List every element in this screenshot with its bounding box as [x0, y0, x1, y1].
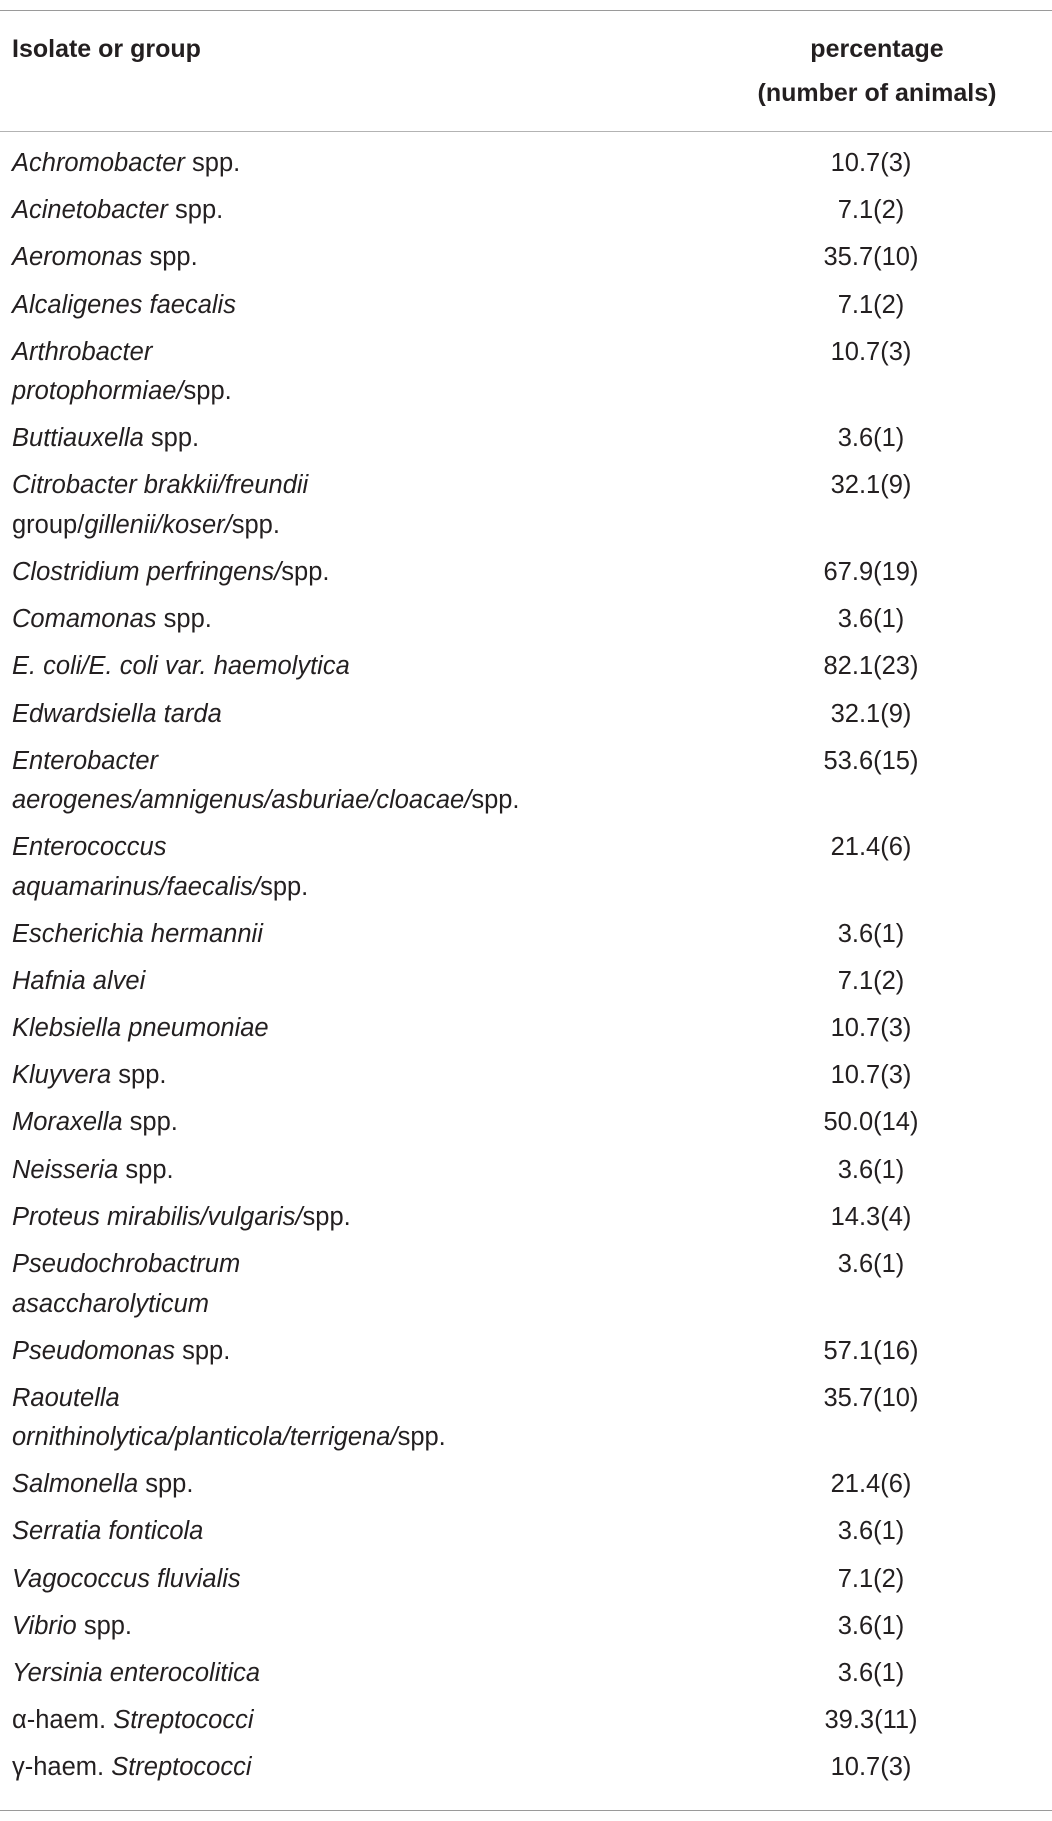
- isolate-name-text: spp.: [167, 196, 224, 225]
- table-row: [0, 1654, 1052, 1701]
- isolate-name-text: spp.: [76, 1611, 133, 1640]
- table-row: [0, 1103, 1052, 1150]
- isolate-name-italic: Arthrobacter: [12, 337, 153, 366]
- isolate-name-text: group/: [12, 510, 85, 539]
- isolate-name-italic: Enterococcus: [12, 833, 167, 862]
- isolate-name-text: spp.: [260, 872, 309, 901]
- isolate-name-text: spp.: [122, 1108, 178, 1137]
- table-row: [0, 962, 1052, 1009]
- header-percentage: [702, 27, 1052, 115]
- isolate-name-cell: [0, 1056, 690, 1096]
- isolate-name-text: spp.: [138, 1470, 194, 1499]
- isolate-name-italic: Pseudomonas: [12, 1336, 176, 1365]
- percentage-cell: 3.6(1): [837, 1250, 905, 1278]
- isolate-name-cell: [0, 144, 690, 184]
- isolate-name-text: spp.: [143, 424, 200, 453]
- isolate-name-cell: [0, 695, 690, 735]
- isolate-name-cell: [0, 915, 690, 955]
- percentage-cell: 32.1(9): [830, 699, 912, 728]
- table-row: [0, 1245, 1052, 1332]
- isolate-name-text: spp.: [175, 1336, 231, 1365]
- isolate-name-cell: [0, 191, 690, 231]
- percentage-cell: 35.7(10): [823, 243, 919, 272]
- percentage-cell: 82.1(23): [823, 652, 919, 681]
- isolate-name-cell: [0, 828, 690, 907]
- isolate-name-italic: E. coli/E. coli var. haemolytica: [12, 652, 350, 681]
- isolate-name-text: spp.: [302, 1202, 351, 1231]
- percentage-cell: 57.1(16): [823, 1336, 919, 1365]
- isolate-name-italic: aerogenes/amnigenus/asburiae/cloacae/: [12, 786, 472, 815]
- isolate-name-italic: Streptococci: [113, 1706, 254, 1735]
- table-row: [0, 647, 1052, 694]
- table-row: [0, 466, 1052, 553]
- table-row: [0, 600, 1052, 647]
- isolate-name-text: spp.: [184, 149, 241, 177]
- isolate-name-text: spp.: [397, 1423, 446, 1452]
- isolate-name-text: spp.: [156, 605, 212, 634]
- percentage-cell: 21.4(6): [830, 1470, 912, 1499]
- percentage-cell: 7.1(2): [837, 1564, 905, 1593]
- isolate-name-cell: [0, 419, 690, 459]
- isolate-name-text: spp.: [118, 1155, 174, 1184]
- isolate-name-cell: [0, 238, 690, 278]
- isolate-name-italic: Comamonas: [12, 605, 157, 634]
- table-header: [0, 11, 1052, 132]
- isolate-name-text: γ-haem.: [12, 1753, 112, 1782]
- table-body: [0, 132, 1052, 1810]
- table-row: [0, 1512, 1052, 1559]
- percentage-cell: 3.6(1): [837, 1155, 905, 1184]
- isolate-name-italic: aquamarinus/faecalis/: [12, 872, 261, 901]
- isolate-name-italic: Serratia fonticola: [12, 1517, 204, 1546]
- isolate-name-cell: [0, 1512, 690, 1552]
- isolate-name-italic: gillenii/koser/: [84, 510, 232, 539]
- isolate-name-italic: Moraxella: [12, 1108, 123, 1137]
- isolate-name-italic: Streptococci: [111, 1753, 252, 1782]
- isolate-name-italic: Proteus mirabilis/vulgaris/: [12, 1202, 303, 1231]
- isolate-name-cell: [0, 1009, 690, 1049]
- table-row: [0, 828, 1052, 915]
- table-row: [0, 553, 1052, 600]
- percentage-cell: 3.6(1): [837, 1658, 905, 1687]
- isolate-name-italic: Kluyvera: [12, 1061, 112, 1090]
- table-row: [0, 1465, 1052, 1512]
- isolate-name-cell: [0, 1245, 690, 1324]
- isolate-name-italic: Citrobacter brakkii/freundii: [12, 471, 309, 500]
- isolate-name-italic: Raoutella: [12, 1383, 120, 1412]
- isolate-name-cell: [0, 1198, 690, 1238]
- isolate-name-italic: protophormiae/: [12, 377, 184, 406]
- percentage-cell: 53.6(15): [823, 746, 919, 775]
- isolate-name-cell: [0, 1332, 690, 1372]
- percentage-cell: 10.7(3): [830, 149, 912, 177]
- percentage-cell: 10.7(3): [830, 1014, 912, 1043]
- header-percentage-line2: (number of animals): [757, 79, 997, 107]
- percentage-cell: 39.3(11): [824, 1706, 918, 1735]
- percentage-cell: 3.6(1): [837, 424, 905, 453]
- isolate-name-italic: Salmonella: [12, 1470, 139, 1499]
- isolate-name-text: spp.: [281, 557, 330, 586]
- isolate-name-italic: Vagococcus fluvialis: [12, 1564, 241, 1593]
- isolate-name-cell: [0, 600, 690, 640]
- table-row: [0, 286, 1052, 333]
- header-percentage-line1: percentage: [810, 35, 944, 63]
- isolate-name-cell: [0, 1748, 690, 1788]
- percentage-cell: 7.1(2): [837, 196, 905, 225]
- table-row: [0, 333, 1052, 420]
- table-row: [0, 1701, 1052, 1748]
- table-row: [0, 742, 1052, 829]
- data-table: [0, 10, 1052, 1811]
- isolate-name-cell: [0, 742, 690, 821]
- isolate-name-italic: Hafnia alvei: [12, 966, 146, 995]
- table-row: [0, 1560, 1052, 1607]
- table-row: [0, 1748, 1052, 1795]
- isolate-name-text: spp.: [183, 377, 232, 406]
- isolate-name-italic: Buttiauxella: [12, 424, 144, 453]
- isolate-name-text: spp.: [231, 510, 280, 539]
- isolate-name-cell: [0, 962, 690, 1002]
- isolate-name-cell: [0, 1103, 690, 1143]
- percentage-cell: 7.1(2): [837, 290, 905, 319]
- header-isolate-or-group: Isolate or group: [12, 35, 201, 63]
- percentage-cell: 67.9(19): [823, 557, 919, 586]
- table-row: [0, 1151, 1052, 1198]
- percentage-cell: 35.7(10): [823, 1383, 919, 1412]
- isolate-name-italic: Clostridium perfringens/: [12, 557, 282, 586]
- isolate-name-cell: [0, 1151, 690, 1191]
- percentage-cell: 7.1(2): [837, 966, 905, 995]
- percentage-cell: 10.7(3): [830, 1753, 912, 1782]
- isolate-name-cell: [0, 466, 690, 545]
- percentage-cell: 50.0(14): [823, 1108, 919, 1137]
- isolate-name-cell: [0, 1560, 690, 1600]
- isolate-name-italic: Enterobacter: [12, 746, 159, 775]
- isolate-name-cell: [0, 1654, 690, 1694]
- table-row: [0, 191, 1052, 238]
- isolate-name-italic: ornithinolytica/planticola/terrigena/: [12, 1423, 398, 1452]
- isolate-name-italic: Klebsiella pneumoniae: [12, 1014, 269, 1043]
- isolate-name-italic: Acinetobacter: [12, 196, 168, 225]
- isolate-name-italic: Neisseria: [12, 1155, 119, 1184]
- percentage-cell: 21.4(6): [830, 833, 912, 862]
- percentage-cell: 3.6(1): [837, 919, 905, 948]
- table-row: [0, 1009, 1052, 1056]
- percentage-cell: 3.6(1): [837, 605, 905, 634]
- percentage-cell: 14.3(4): [830, 1202, 912, 1231]
- isolate-name-italic: Pseudochrobactrum: [12, 1250, 241, 1278]
- isolate-name-text: spp.: [111, 1061, 167, 1090]
- isolate-name-cell: [0, 553, 690, 593]
- table-row: [0, 238, 1052, 285]
- table-row: [0, 1607, 1052, 1654]
- isolate-name-italic: Vibrio: [12, 1611, 77, 1640]
- table-row: [0, 1198, 1052, 1245]
- isolate-name-cell: [0, 333, 690, 412]
- percentage-cell: 3.6(1): [837, 1611, 905, 1640]
- table-row: [0, 1379, 1052, 1466]
- isolate-name-cell: [0, 1701, 690, 1741]
- table-row: [0, 915, 1052, 962]
- table-row: [0, 144, 1052, 191]
- table-row: [0, 1056, 1052, 1103]
- percentage-cell: 10.7(3): [830, 1061, 912, 1090]
- isolate-name-cell: [0, 1465, 690, 1505]
- isolate-name-cell: [0, 1379, 690, 1458]
- table-row: [0, 1332, 1052, 1379]
- isolate-name-cell: [0, 647, 690, 687]
- isolate-name-italic: Alcaligenes faecalis: [12, 290, 236, 319]
- isolate-name-italic: Aeromonas: [12, 243, 143, 272]
- isolate-name-text: spp.: [142, 243, 198, 272]
- isolate-name-italic: asaccharolyticum: [12, 1289, 209, 1318]
- isolate-name-italic: Edwardsiella tarda: [12, 699, 222, 728]
- percentage-cell: 3.6(1): [837, 1517, 905, 1546]
- percentage-cell: 10.7(3): [830, 337, 912, 366]
- isolate-name-text: α-haem.: [12, 1706, 114, 1735]
- table-row: [0, 419, 1052, 466]
- isolate-name-italic: Yersinia enterocolitica: [12, 1658, 261, 1687]
- isolate-name-cell: [0, 1607, 690, 1647]
- isolate-name-text: spp.: [471, 786, 520, 815]
- percentage-cell: 32.1(9): [830, 471, 912, 500]
- isolate-name-italic: Escherichia hermannii: [12, 919, 263, 948]
- isolate-name-cell: [0, 286, 690, 326]
- isolate-name-italic: Achromobacter: [12, 149, 185, 177]
- table-row: [0, 695, 1052, 742]
